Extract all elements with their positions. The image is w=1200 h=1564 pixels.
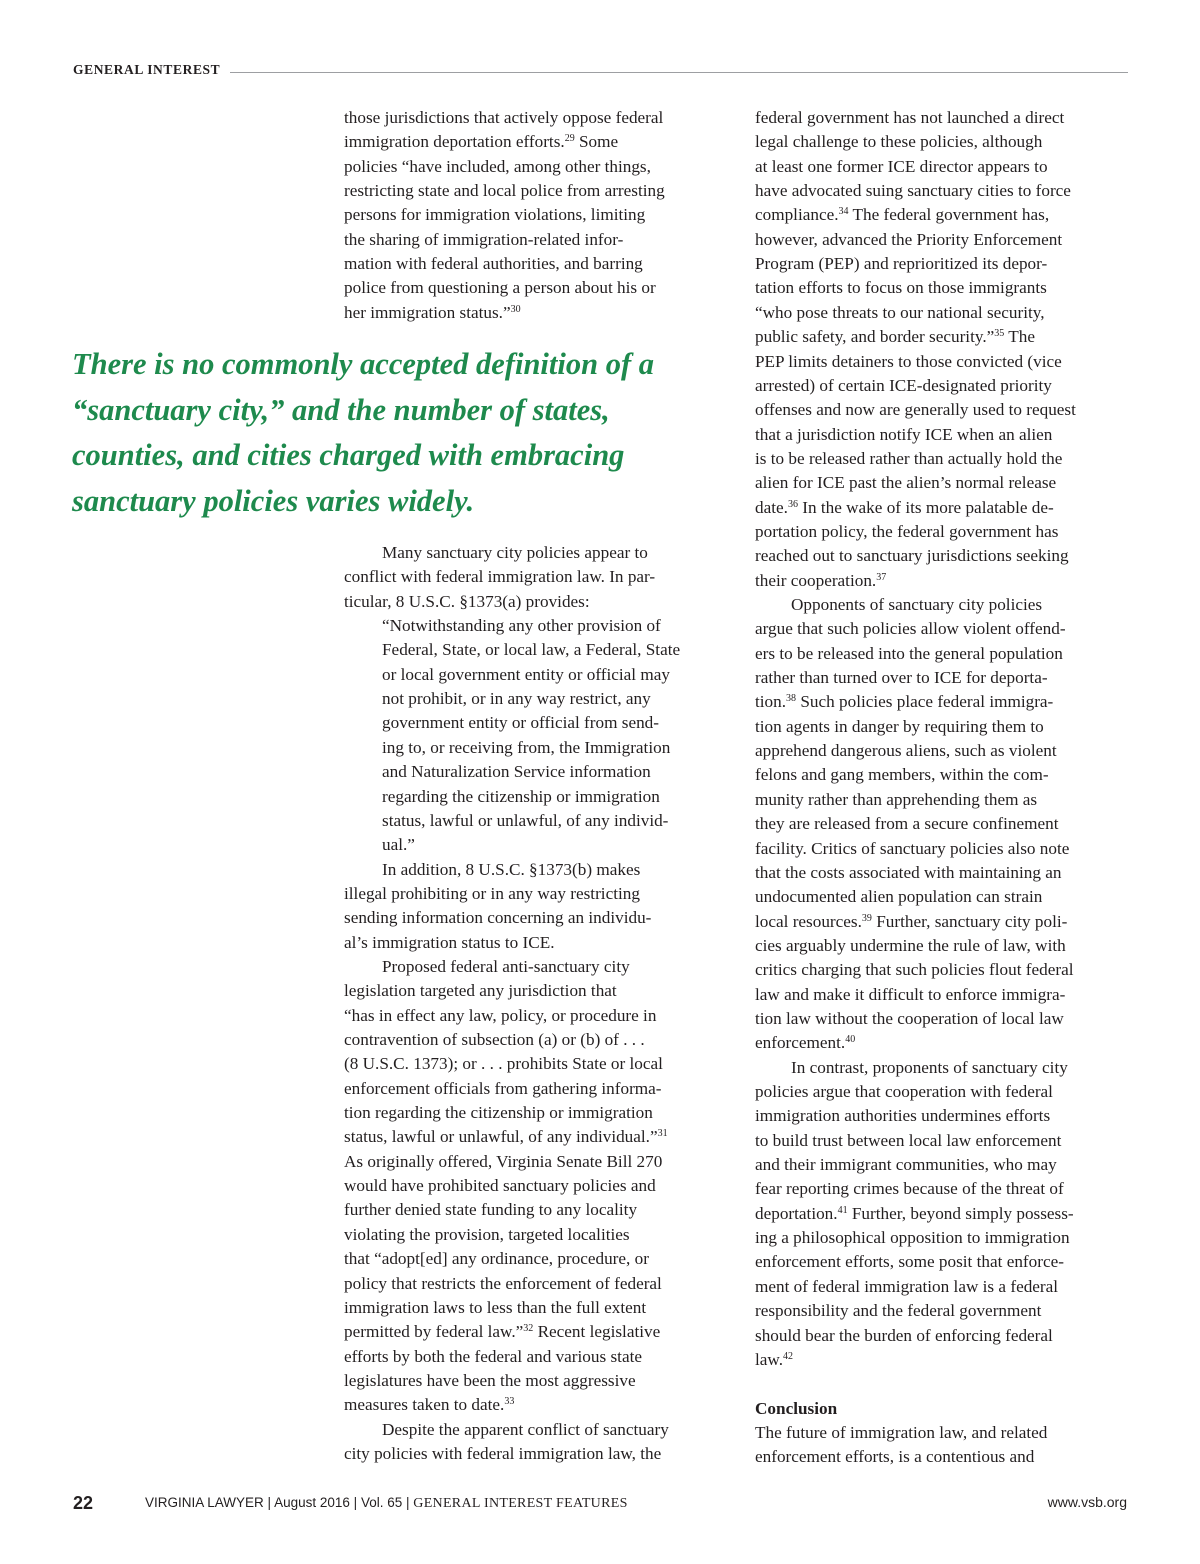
- text-line: “Notwithstanding any other provision of: [382, 616, 661, 636]
- text-line: policies argue that cooperation with federal: [755, 1082, 1053, 1101]
- text-line: Opponents of sanctuary city policies: [791, 595, 1043, 614]
- text-line: enforcement efforts, some posit that enforce-: [755, 1252, 1064, 1272]
- text-line: efforts by both the federal and various state: [344, 1346, 642, 1366]
- text-line: In contrast, proponents of sanctuary city: [791, 1057, 1068, 1077]
- text-line: Program (PEP) and reprioritized its depor-: [755, 254, 1048, 274]
- text-line: ticular, 8 U.S.C. §1373(a) provides:: [344, 591, 590, 611]
- text-line: their cooperation.$^{37}$: [755, 570, 887, 590]
- text-line: policy that restricts the enforcement of federal: [344, 1273, 662, 1293]
- text-line: conflict with federal immigration law. In par-: [344, 567, 656, 587]
- footer-volume: Vol. 65: [360, 1495, 403, 1510]
- text-line: the sharing of immigration-related infor-: [344, 229, 624, 249]
- text-line: police from questioning a person about his or: [344, 278, 656, 298]
- text-line: In addition, 8 U.S.C. §1373(b) makes: [382, 859, 641, 879]
- text-line: “has in effect any law, policy, or procedure in: [344, 1005, 657, 1025]
- text-line: illegal prohibiting or in any way restricting: [344, 883, 640, 903]
- text-line: alien for ICE past the alien’s normal release: [755, 473, 1057, 493]
- text-line: ing a philosophical opposition to immigration: [755, 1228, 1070, 1248]
- text-line: and Naturalization Service information: [382, 762, 651, 782]
- text-line: her immigration status.”$^{30}$: [344, 302, 521, 322]
- text-line: legislatures have been the most aggressive: [344, 1370, 636, 1390]
- text-line: however, advanced the Priority Enforcement: [755, 229, 1063, 249]
- text-line: tion.$^{38}$ Such policies place federal immigra-: [755, 692, 1054, 712]
- footer-website-link[interactable]: www.vsb.org: [1047, 1494, 1127, 1510]
- text-line: compliance.$^{34}$ The federal government has,: [755, 205, 1050, 225]
- text-line: persons for immigration violations, limiting: [344, 205, 646, 225]
- text-line: measures taken to date.$^{33}$: [344, 1395, 515, 1415]
- text-line: mation with federal authorities, and barring: [344, 254, 643, 274]
- footer-separator: |: [406, 1495, 410, 1510]
- text-line: to build trust between local law enforcement: [755, 1130, 1062, 1150]
- text-line: legal challenge to these policies, although: [755, 132, 1043, 152]
- text-line: ers to be released into the general population: [755, 643, 1063, 663]
- text-line: tion law without the cooperation of local law: [755, 1008, 1064, 1028]
- text-line: offenses and now are generally used to request: [755, 400, 1076, 420]
- text-line: date.$^{36}$ In the wake of its more palatable de-: [755, 497, 1054, 517]
- text-line: ing to, or receiving from, the Immigration: [382, 737, 671, 757]
- text-line: facility. Critics of sanctuary policies also note: [755, 838, 1070, 858]
- text-line: argue that such policies allow violent offend-: [755, 619, 1066, 639]
- text-line: that the costs associated with maintaining an: [755, 862, 1062, 882]
- footer-publication: VIRGINIA LAWYER: [145, 1495, 264, 1510]
- text-line: is to be released rather than actually hold the: [755, 448, 1063, 468]
- text-line: rather than turned over to ICE for deporta-: [755, 668, 1048, 688]
- text-line: that “adopt[ed] any ordinance, procedure, or: [344, 1249, 649, 1269]
- header-divider: [230, 72, 1128, 73]
- text-line: and their immigrant communities, who may: [755, 1155, 1057, 1175]
- text-line: public safety, and border security.”$^{35}$ The: [755, 327, 1035, 347]
- text-line: undocumented alien population can strain: [755, 887, 1043, 907]
- text-line: portation policy, the federal government has: [755, 521, 1059, 541]
- text-line: tion regarding the citizenship or immigration: [344, 1103, 653, 1123]
- text-line: tation efforts to focus on those immigrants: [755, 278, 1047, 298]
- text-line: enforcement efforts, is a contentious and: [755, 1447, 1035, 1467]
- footer-publication-info: [145, 1495, 628, 1512]
- text-line: Proposed federal anti-sanctuary city: [382, 956, 630, 976]
- text-line: law and make it difficult to enforce immigra-: [755, 984, 1066, 1004]
- text-line: “who pose threats to our national security,: [755, 302, 1045, 322]
- text-line: status, lawful or unlawful, of any individ-: [382, 810, 669, 830]
- text-line: regarding the citizenship or immigration: [382, 786, 660, 806]
- text-line: arrested) of certain ICE-designated priority: [755, 375, 1052, 395]
- text-line: legislation targeted any jurisdiction that: [344, 981, 617, 1001]
- page-number: 22: [73, 1493, 94, 1513]
- text-line: As originally offered, Virginia Senate Bill 270: [344, 1151, 663, 1171]
- text-line: they are released from a secure confinement: [755, 814, 1059, 834]
- text-line: that a jurisdiction notify ICE when an alien: [755, 424, 1053, 444]
- text-line: munity rather than apprehending them as: [755, 789, 1038, 809]
- text-line: restricting state and local police from arresting: [344, 181, 665, 201]
- text-line: policies “have included, among other things,: [344, 156, 651, 176]
- text-line: tion agents in danger by requiring them to: [755, 716, 1044, 736]
- text-line: enforcement.$^{40}$: [755, 1033, 856, 1053]
- text-line: (8 U.S.C. 1373); or . . . prohibits State or local: [344, 1054, 663, 1074]
- text-line: Despite the apparent conflict of sanctuary: [382, 1419, 669, 1439]
- text-line: local resources.$^{39}$ Further, sanctuary city poli-: [755, 911, 1068, 931]
- pull-quote: There is no commonly accepted definition of a “sanctuary city,” and the number of states, counties, and cities charged with embracing sanctuary policies varies widely.: [72, 347, 654, 518]
- text-line: or local government entity or official may: [382, 664, 670, 684]
- text-line: immigration laws to less than the full extent: [344, 1297, 647, 1317]
- text-line: enforcement officials from gathering informa-: [344, 1078, 662, 1098]
- text-line: Federal, State, or local law, a Federal, State: [382, 640, 681, 660]
- text-line: city policies with federal immigration law, the: [344, 1443, 662, 1463]
- text-line: contravention of subsection (a) or (b) of . . .: [344, 1030, 645, 1049]
- section-header: GENERAL INTEREST: [73, 62, 221, 77]
- text-line: deportation.$^{41}$ Further, beyond simply possess-: [755, 1203, 1074, 1223]
- section-heading-conclusion: Conclusion: [755, 1398, 838, 1418]
- text-line: The future of immigration law, and related: [755, 1422, 1048, 1442]
- text-line: immigration deportation efforts.$^{29}$ Some: [344, 132, 619, 152]
- text-line: immigration authorities undermines efforts: [755, 1106, 1051, 1126]
- text-line: felons and gang members, within the com-: [755, 765, 1049, 785]
- text-line: responsibility and the federal government: [755, 1301, 1042, 1321]
- footer-separator: |: [267, 1495, 272, 1510]
- text-line: sending information concerning an individu-: [344, 908, 652, 928]
- text-line: should bear the burden of enforcing federal: [755, 1325, 1053, 1345]
- text-line: status, lawful or unlawful, of any individual.”$^{31}$: [344, 1127, 668, 1147]
- text-line: violating the provision, targeted localities: [344, 1224, 630, 1244]
- text-line: government entity or official from send-: [382, 713, 659, 733]
- text-line: ment of federal immigration law is a federal: [755, 1276, 1059, 1296]
- text-line: cies arguably undermine the rule of law, with: [755, 935, 1066, 955]
- text-line: critics charging that such policies flout federal: [755, 960, 1074, 980]
- text-line: law.$^{42}$: [755, 1349, 793, 1369]
- text-line: permitted by federal law.”$^{32}$ Recent legislative: [344, 1322, 661, 1342]
- text-line: Many sanctuary city policies appear to: [382, 543, 648, 562]
- text-line: have advocated suing sanctuary cities to force: [755, 181, 1071, 201]
- text-line: PEP limits detainers to those convicted (vice: [755, 351, 1062, 371]
- text-line: reached out to sanctuary jurisdictions seeking: [755, 546, 1069, 566]
- text-line: not prohibit, or in any way restrict, any: [382, 689, 651, 709]
- footer-separator: |: [353, 1495, 358, 1510]
- footer-issue-date: August 2016: [274, 1495, 350, 1510]
- text-line: further denied state funding to any locality: [344, 1200, 638, 1220]
- text-line: would have prohibited sanctuary policies and: [344, 1176, 656, 1196]
- text-line: fear reporting crimes because of the threat of: [755, 1179, 1064, 1199]
- footer-section: GENERAL INTEREST FEATURES: [413, 1496, 628, 1511]
- text-line: those jurisdictions that actively oppose federal: [344, 108, 664, 127]
- text-line: al’s immigration status to ICE.: [344, 932, 555, 952]
- text-line: at least one former ICE director appears to: [755, 156, 1048, 176]
- text-line: apprehend dangerous aliens, such as violent: [755, 741, 1057, 761]
- text-line: federal government has not launched a direct: [755, 108, 1065, 127]
- text-line: ual.”: [382, 835, 415, 855]
